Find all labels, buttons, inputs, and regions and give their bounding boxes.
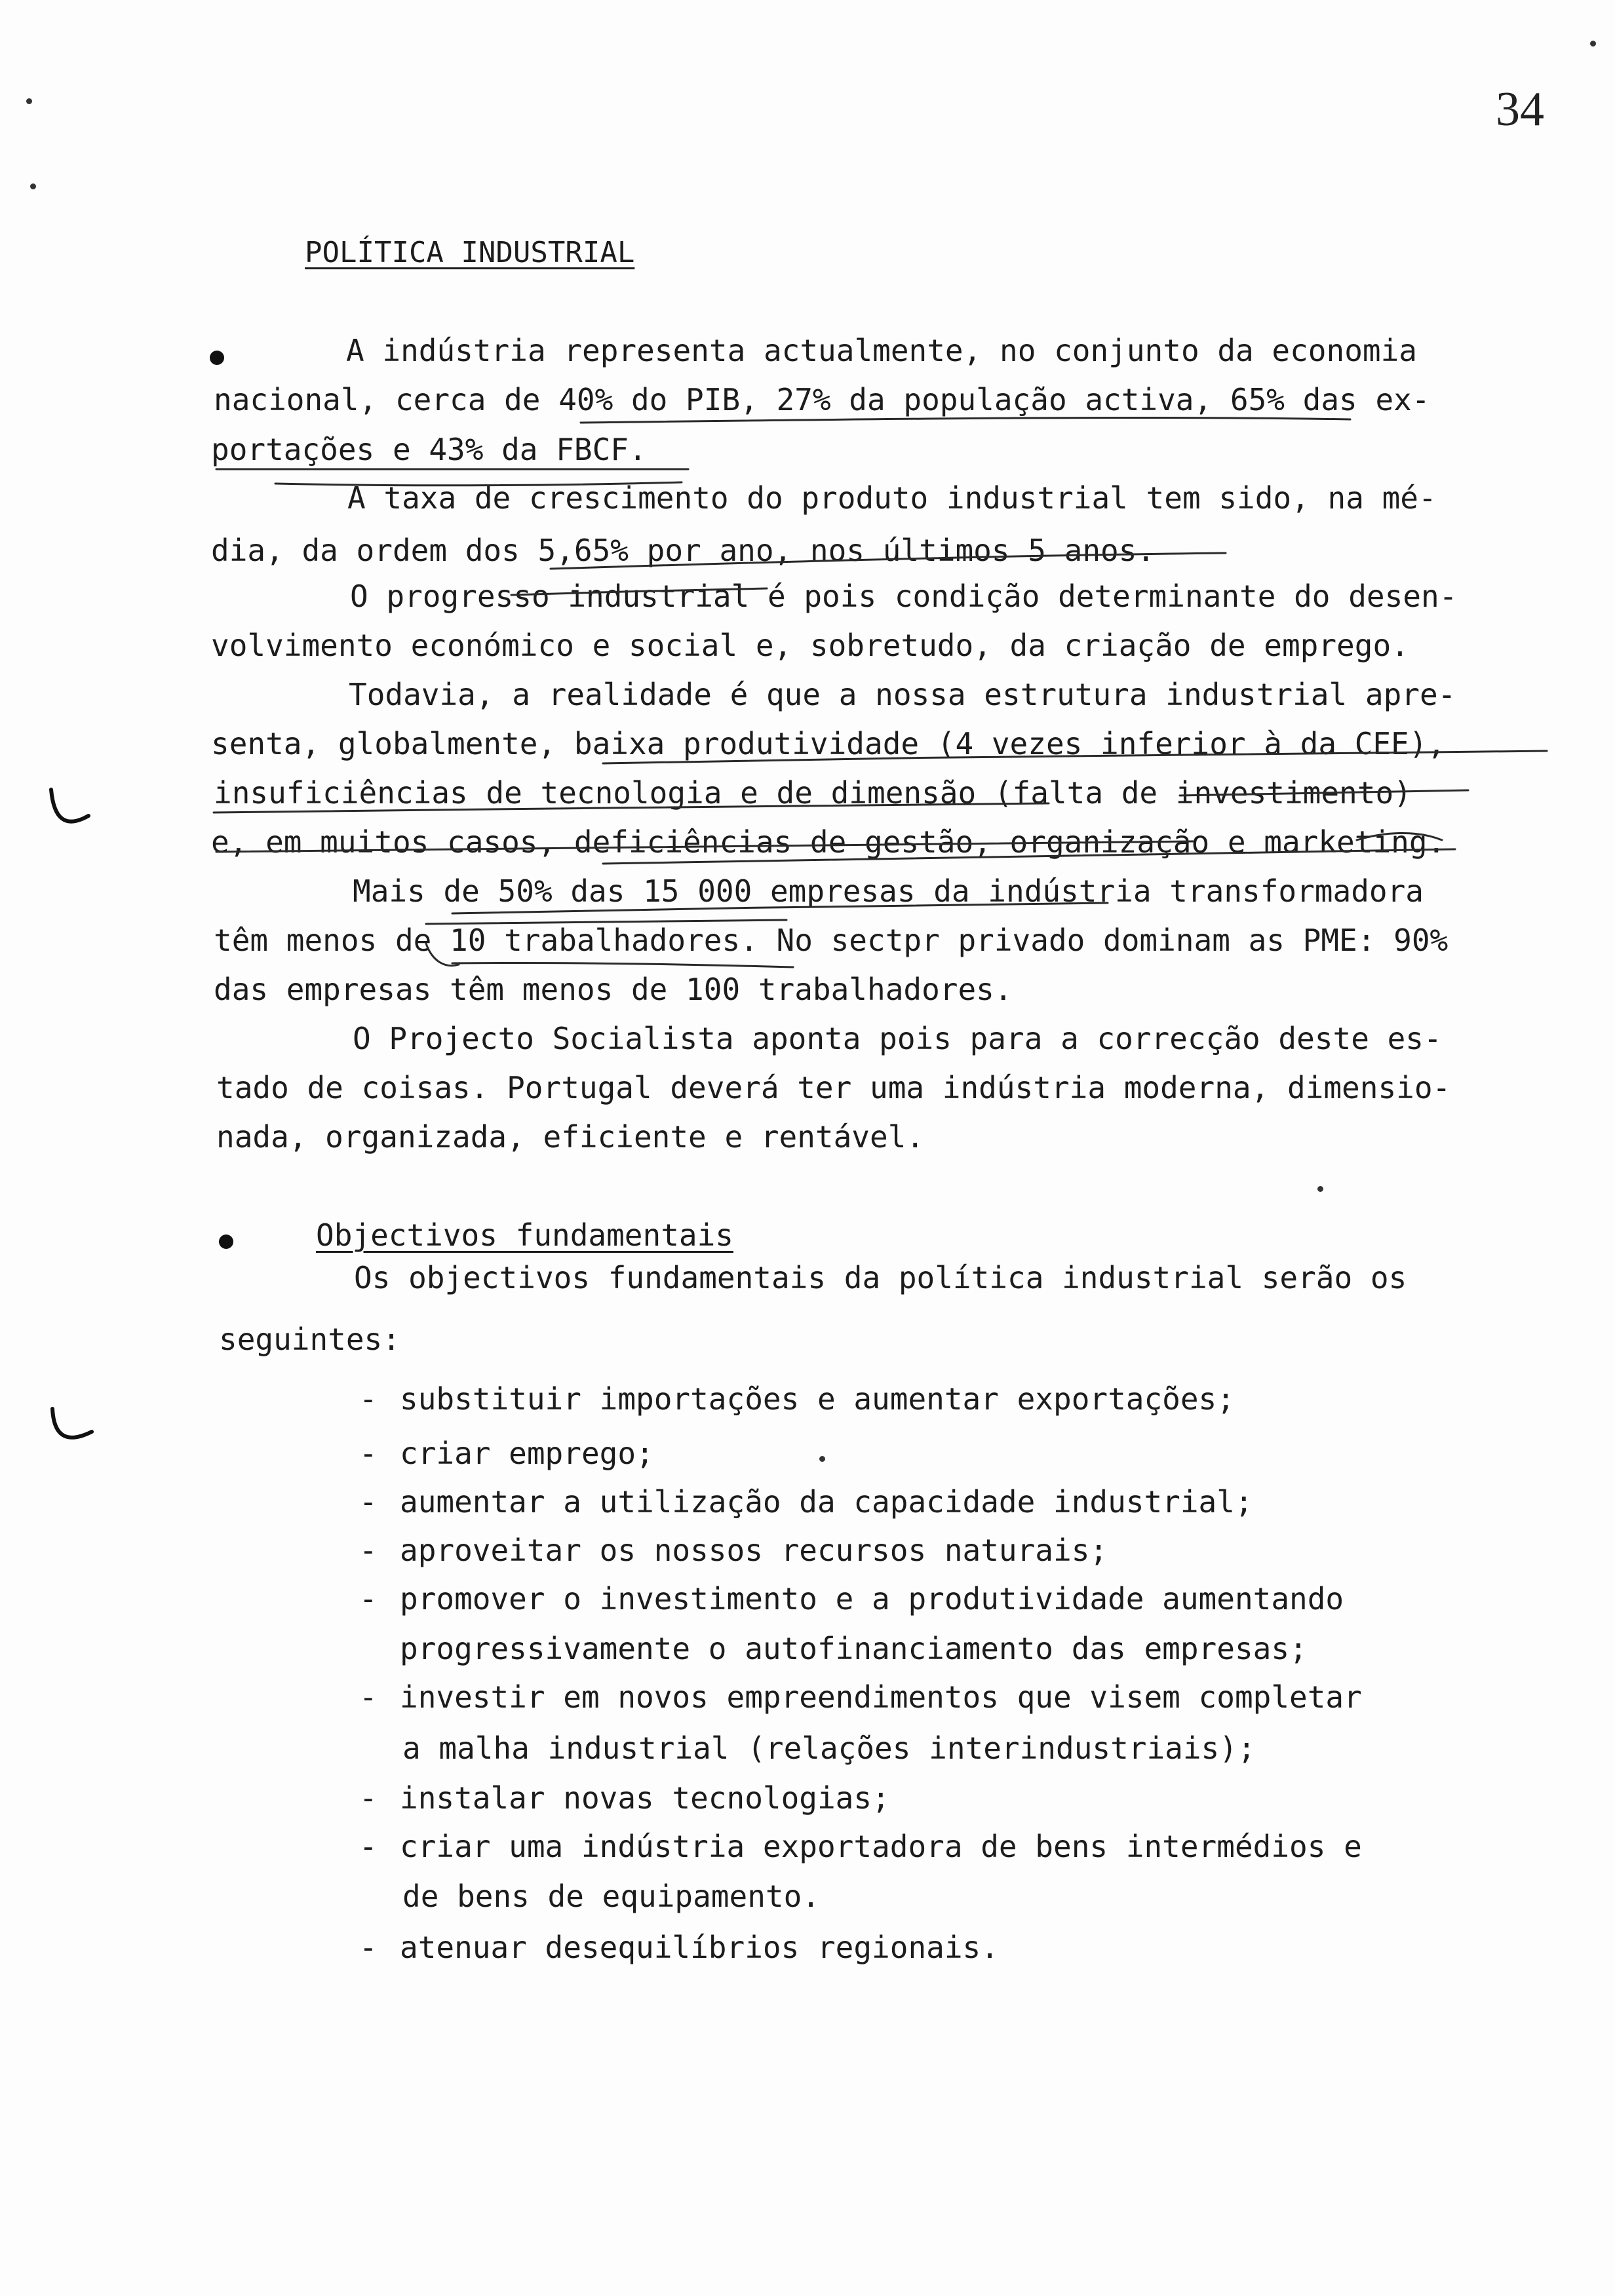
margin-dot [26,98,32,104]
paragraph-line: dia, da ordem dos 5,65% por ano, nos últimos 5 anos. [211,533,1156,568]
margin-dot [30,183,36,189]
margin-dot [819,1456,825,1462]
bullet-icon [210,351,224,365]
list-dash: - [359,1381,378,1417]
paragraph-line: O Projecto Socialista aponta pois para a correcção deste es- [353,1021,1442,1056]
list-dash: - [359,1436,378,1471]
paragraph-line: seguintes: [219,1322,400,1357]
list-item-text: a malha industrial (relações interindustriais); [402,1731,1256,1766]
paragraph-line: Todavia, a realidade é que a nossa estrutura industrial apre- [349,677,1456,712]
paragraph-line: portações e 43% da FBCF. [211,432,647,467]
list-item-text: criar uma indústria exportadora de bens intermédios e [400,1829,1362,1864]
list-item [359,1434,654,1473]
paragraph-line: Os objectivos fundamentais da política industrial serão os [354,1260,1407,1295]
list-item-text: progressivamente o autofinanciamento das empresas; [400,1631,1308,1666]
list-dash: - [359,1780,378,1816]
paragraph-line: volvimento económico e social e, sobretudo, da criação de emprego. [211,628,1409,663]
list-item [359,1778,890,1818]
margin-dot [1590,41,1596,47]
list-item-continuation [402,1877,820,1916]
paragraph-line: têm menos de 10 trabalhadores. No sectpr privado dominam as PME: 90% [214,923,1449,958]
bullet-icon [219,1234,233,1249]
list-item [359,1579,1344,1618]
list-item [359,1482,1253,1521]
paragraph-line: das empresas têm menos de 100 trabalhadores. [214,972,1013,1007]
list-item [359,1827,1362,1866]
list-item [359,1379,1235,1419]
margin-bracket-mark [52,1409,92,1438]
list-dash: - [359,1829,378,1864]
page-title: POLÍTICA INDUSTRIAL [305,236,635,269]
margin-bracket-mark [51,790,88,822]
underline-stroke [452,963,793,967]
list-item-text: promover o investimento e a produtividade aumentando [400,1581,1344,1617]
list-dash: - [359,1581,378,1617]
list-item [359,1531,1108,1570]
paragraph-line: A indústria representa actualmente, no conjunto da economia [346,333,1417,368]
paragraph-line: insuficiências de tecnologia e de dimensão (falta de investimento) [214,775,1412,811]
paragraph-line: nacional, cerca de 40% do PIB, 27% da população activa, 65% das ex- [214,382,1430,417]
page-number: 34 [1496,83,1544,136]
list-dash: - [359,1930,378,1965]
paragraph-line: senta, globalmente, baixa produtividade (4 vezes inferior à da CEE), [211,726,1446,761]
paragraph-line: O progresso industrial é pois condição determinante do desen- [350,579,1458,614]
paragraph-line: e, em muitos casos, deficiências de gestão, organização e marketing. [211,824,1446,860]
list-item-continuation [400,1629,1308,1668]
list-item [359,1928,999,1967]
paragraph-line: nada, organizada, eficiente e rentável. [216,1119,925,1155]
list-item-text: de bens de equipamento. [402,1879,820,1914]
list-item-continuation [402,1729,1256,1768]
list-item-text: aumentar a utilização da capacidade industrial; [400,1484,1253,1520]
paragraph-line: tado de coisas. Portugal deverá ter uma indústria moderna, dimensio- [216,1070,1451,1105]
margin-dot [1317,1186,1323,1192]
list-dash: - [359,1533,378,1568]
section-subheading: Objectivos fundamentais [316,1217,733,1253]
list-item-text: investir em novos empreendimentos que visem completar [400,1679,1362,1715]
list-item-text: instalar novas tecnologias; [400,1780,890,1816]
paragraph-line: A taxa de crescimento do produto industrial tem sido, na mé- [347,480,1437,516]
list-dash: - [359,1484,378,1520]
list-item-text: aproveitar os nossos recursos naturais; [400,1533,1108,1568]
paragraph-line: Mais de 50% das 15 000 empresas da indústria transformadora [353,873,1424,909]
list-item-text: atenuar desequilíbrios regionais. [400,1930,999,1965]
list-dash: - [359,1679,378,1715]
list-item [359,1677,1362,1717]
list-item-text: criar emprego; [400,1436,654,1471]
list-item-text: substituir importações e aumentar exportações; [400,1381,1235,1417]
